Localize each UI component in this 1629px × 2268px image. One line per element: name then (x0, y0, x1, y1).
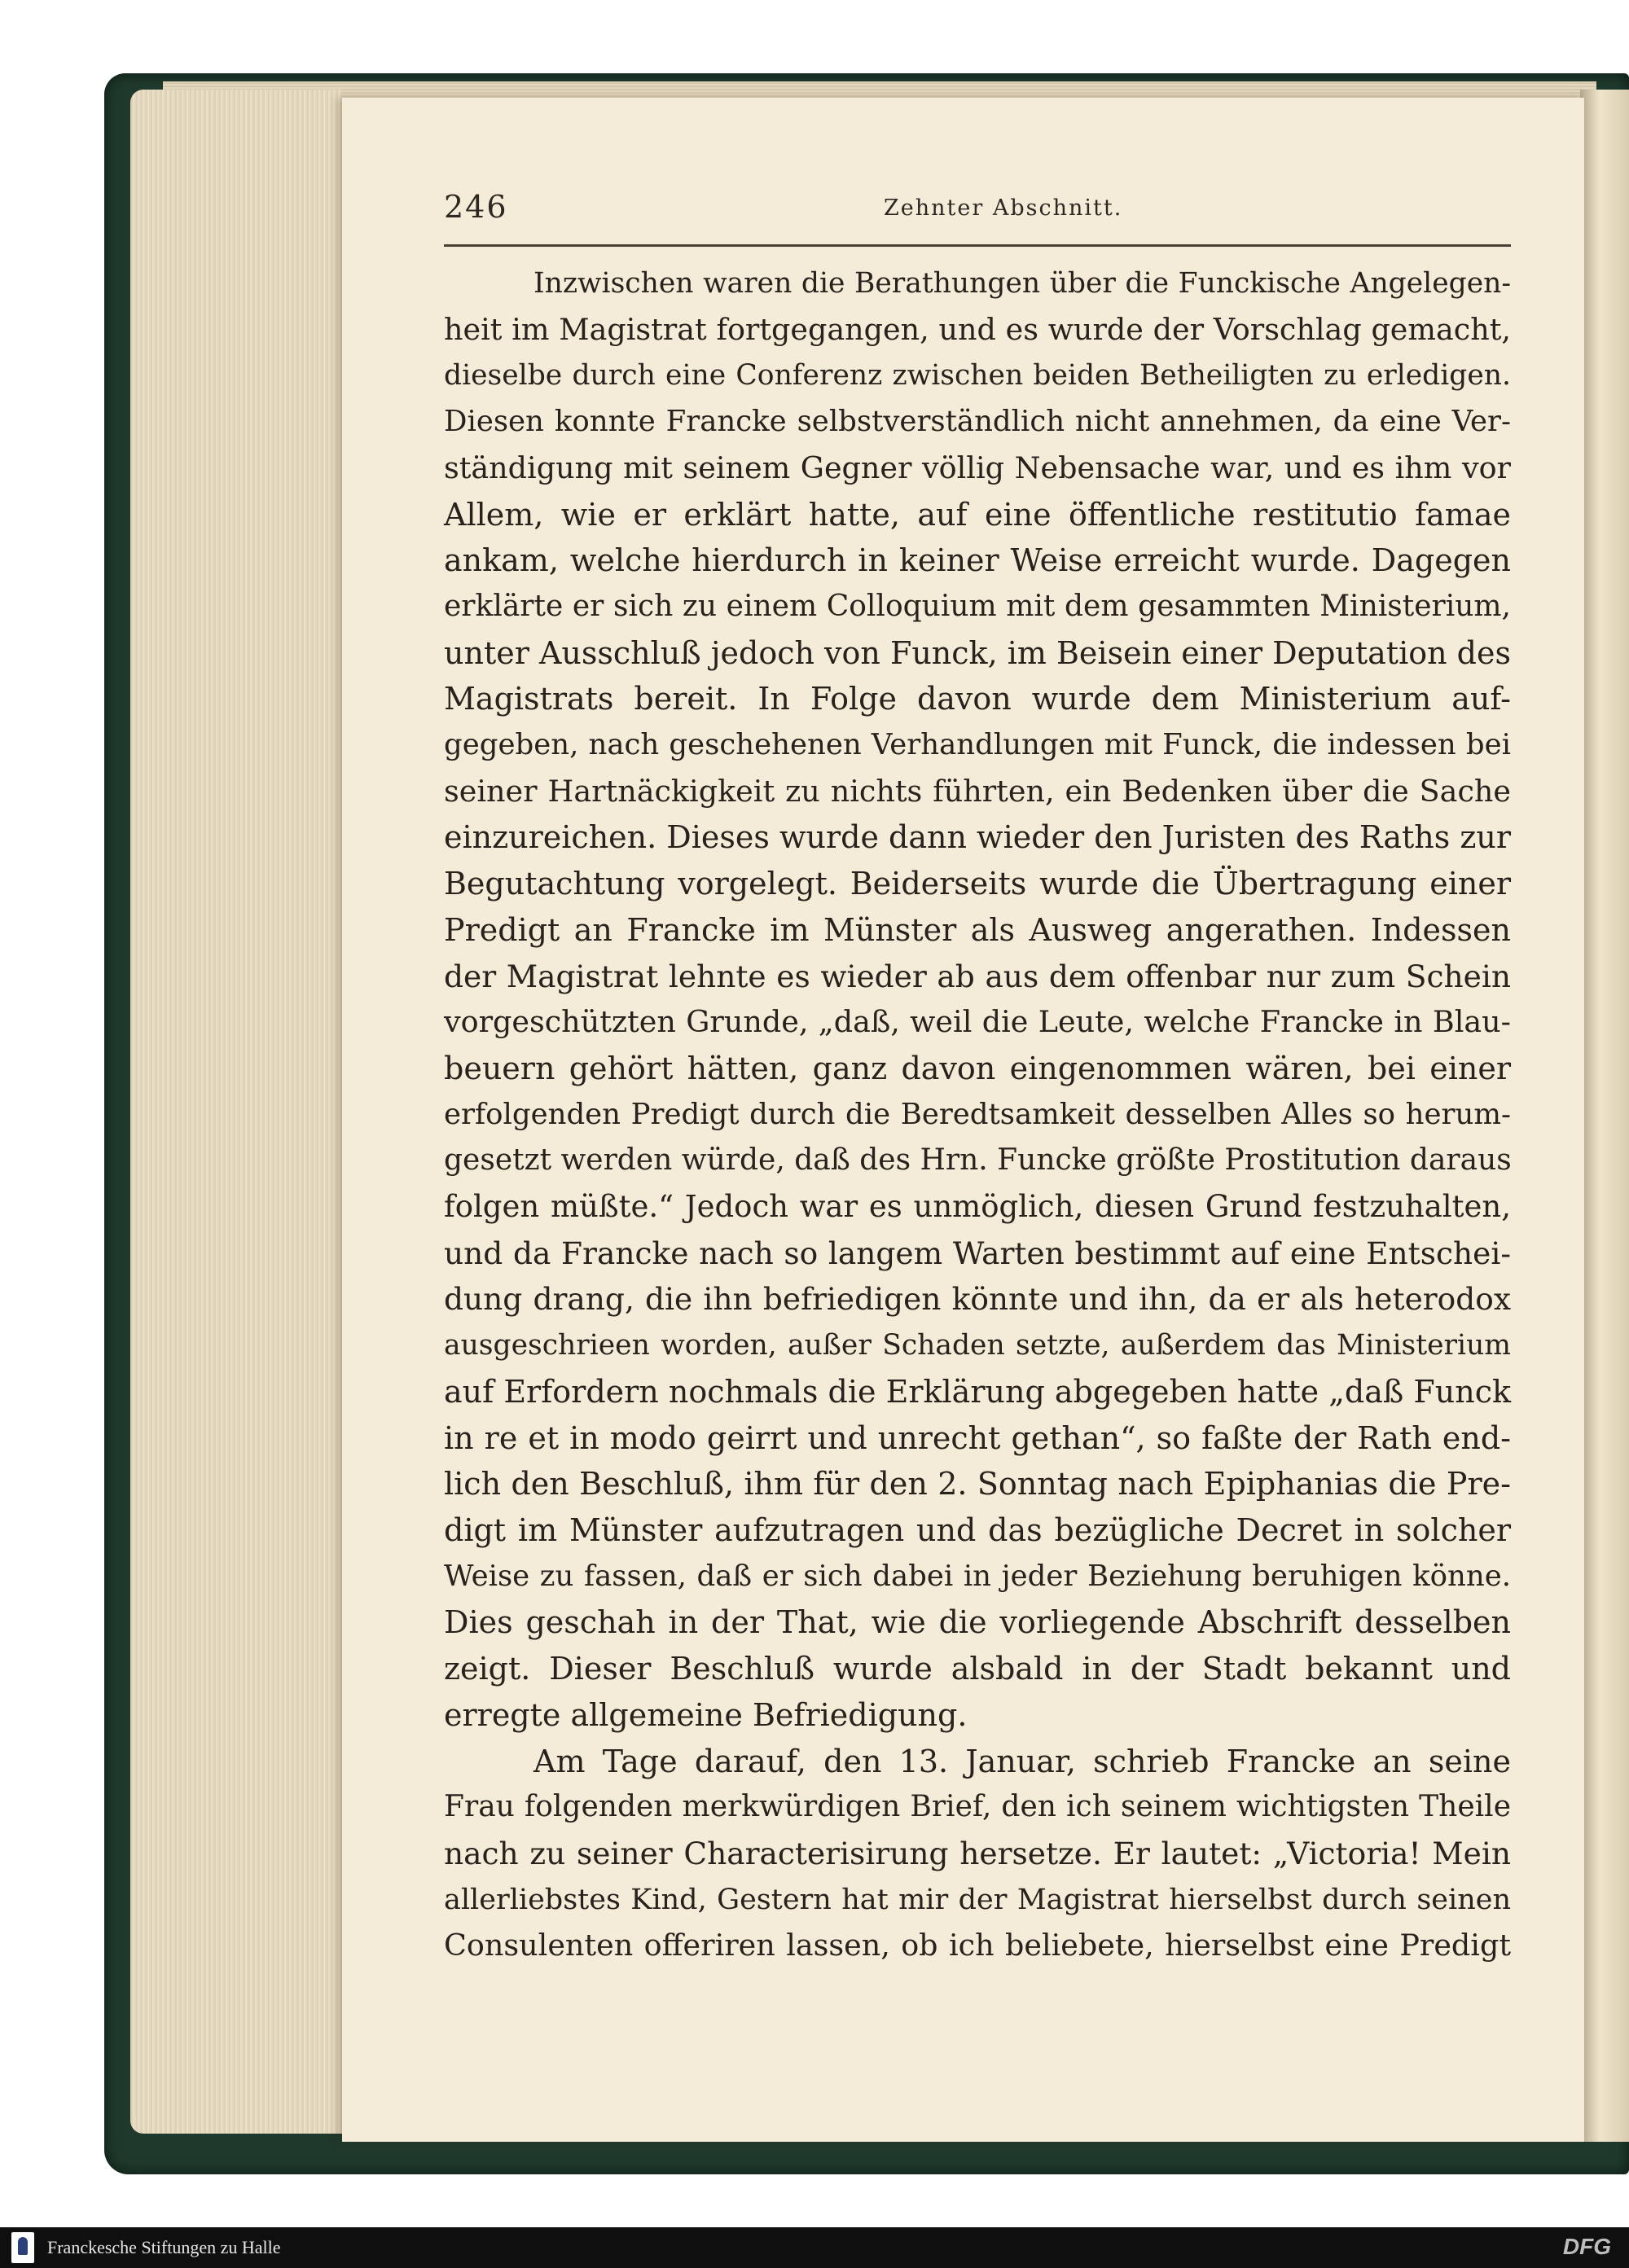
text-line: einzureichen. Dieses wurde dann wieder den Juristen des Raths zur (444, 819, 1511, 856)
text-line: folgen müßte.“ Jedoch war es unmöglich, diesen Grund festzuhalten, (444, 1189, 1511, 1225)
text-line: Diesen konnte Francke selbstverständlich nicht annehmen, da eine Ver- (444, 405, 1511, 439)
text-line: erfolgenden Predigt durch die Beredtsamkeit desselben Alles so herum- (444, 1097, 1511, 1131)
text-line: heit im Magistrat fortgegangen, und es wurde der Vorschlag gemacht, (444, 311, 1511, 347)
institution-logo-icon (11, 2232, 34, 2263)
text-line: Magistrats bereit. In Folge davon wurde dem Ministerium auf- (444, 681, 1511, 717)
body-text (444, 261, 1511, 1969)
page-edges-left (130, 90, 342, 2134)
text-line: unter Ausschluß jedoch von Funck, im Beisein einer Deputation des (444, 634, 1511, 671)
institution-label: Franckesche Stiftungen zu Halle (47, 2237, 281, 2257)
text-line: vorgeschützten Grunde, „daß, weil die Leute, welche Francke in Blau- (444, 1004, 1511, 1040)
text-line: in re et in modo geirrt und unrecht gethan“, so faßte der Rath end- (444, 1419, 1511, 1456)
text-line: Inzwischen waren die Berathungen über die Funckische Angelegen- (533, 267, 1511, 300)
text-line: auf Erfordern nochmals die Erklärung abgegeben hatte „daß Funck (444, 1373, 1511, 1410)
text-line: Consulenten offeriren lassen, ob ich beliebete, hierselbst eine Predigt (444, 1928, 1511, 1963)
text-line: ständigung mit seinem Gegner völlig Nebensache war, und es ihm vor (444, 450, 1511, 485)
text-line: Weise zu fassen, daß er sich dabei in jeder Beziehung beruhigen könne. (444, 1559, 1511, 1593)
page-number: 246 (444, 189, 508, 225)
text-line: gesetzt werden würde, daß des Hrn. Funcke größte Prostitution daraus (444, 1143, 1512, 1178)
text-line: Allem, wie er erklärt hatte, auf eine öffentliche restitutio famae (444, 496, 1511, 533)
text-line: gegeben, nach geschehenen Verhandlungen mit Funck, die indessen bei (444, 728, 1511, 762)
text-line: lich den Beschluß, ihm für den 2. Sonntag nach Epiphanias die Pre- (444, 1466, 1511, 1502)
text-line: Predigt an Francke im Münster als Ausweg angerathen. Indessen (444, 911, 1511, 948)
running-head: Zehnter Abschnitt. (884, 195, 1123, 221)
text-line: zeigt. Dieser Beschluß wurde alsbald in der Stadt bekannt und (444, 1651, 1511, 1687)
text-line: Dies geschah in der That, wie die vorliegende Abschrift desselben (444, 1604, 1511, 1641)
book-page (342, 98, 1584, 2142)
text-line: erklärte er sich zu einem Colloquium mit dem gesammten Ministerium, (444, 589, 1511, 623)
text-line: Frau folgenden merkwürdigen Brief, den ich seinem wichtigsten Theile (444, 1790, 1511, 1824)
footer-bar (0, 2227, 1629, 2268)
page-header (444, 187, 1511, 247)
text-line: seiner Hartnäckigkeit zu nichts führten, ein Bedenken über die Sache (444, 773, 1511, 809)
text-line: erregte allgemeine Befriedigung. (444, 1696, 968, 1733)
text-line: nach zu seiner Characterisirung hersetze. Er lautet: „Victoria! Mein (444, 1835, 1511, 1871)
text-line: allerliebstes Kind, Gestern hat mir der Magistrat hierselbst durch seinen (444, 1883, 1511, 1916)
text-line: beuern gehört hätten, ganz davon eingenommen wären, bei einer (444, 1050, 1511, 1086)
text-line: und da Francke nach so langem Warten bestimmt auf eine Entschei- (444, 1235, 1511, 1271)
text-line: digt im Münster aufzutragen und das bezügliche Decret in solcher (444, 1511, 1511, 1548)
dfg-badge: DFG (1562, 2234, 1611, 2259)
text-line: Begutachtung vorgelegt. Beiderseits wurde die Übertragung einer (444, 866, 1511, 902)
page-edges-right (1580, 90, 1629, 2142)
text-line: dung drang, die ihn befriedigen könnte und ihn, da er als heterodox (444, 1281, 1511, 1318)
text-line: ankam, welche hierdurch in keiner Weise erreicht wurde. Dagegen (444, 542, 1511, 579)
text-line: Am Tage darauf, den 13. Januar, schrieb Francke an seine (533, 1743, 1511, 1779)
text-line: der Magistrat lehnte es wieder ab aus dem offenbar nur zum Schein (444, 958, 1511, 994)
text-line: ausgeschrieen worden, außer Schaden setzte, außerdem das Ministerium (444, 1329, 1511, 1362)
text-line: dieselbe durch eine Conferenz zwischen beiden Betheiligten zu erledigen. (444, 359, 1511, 393)
